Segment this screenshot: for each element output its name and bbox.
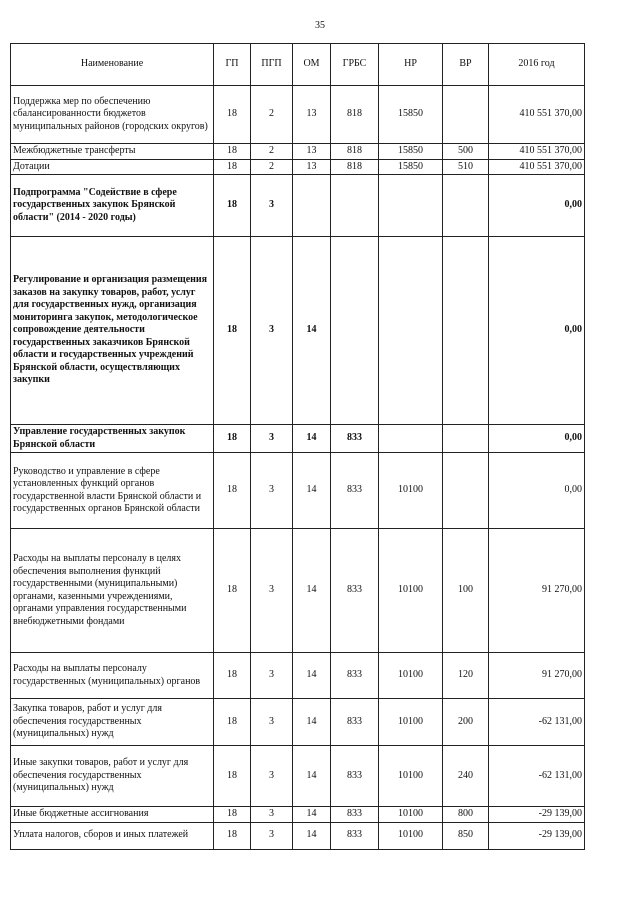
cell-name: Управление государственных закупок Брянской области: [11, 425, 214, 453]
cell-name: Поддержка мер по обеспечению сбалансированности бюджетов муниципальных районов (городских округов): [11, 86, 214, 144]
cell-vr: 800: [443, 807, 489, 823]
cell-amount: -62 131,00: [489, 699, 585, 746]
cell-name: Расходы на выплаты персоналу в целях обеспечения выполнения функций государственными (муниципальными) органами, казенными учреждениями, органами управления государственными внебюджетными фондами: [11, 529, 214, 653]
cell-gp: 18: [214, 699, 251, 746]
cell-amount: 0,00: [489, 237, 585, 425]
cell-nr: 10100: [379, 822, 443, 849]
cell-grbs: 833: [331, 653, 379, 699]
table-row: [11, 425, 585, 453]
cell-vr: 200: [443, 699, 489, 746]
cell-om: 14: [293, 425, 331, 453]
header-pgp: ПГП: [251, 44, 293, 86]
cell-name: Уплата налогов, сборов и иных платежей: [11, 822, 214, 849]
cell-pgp: 2: [251, 86, 293, 144]
cell-gp: 18: [214, 653, 251, 699]
cell-om: 13: [293, 144, 331, 160]
cell-gp: 18: [214, 425, 251, 453]
cell-amount: 0,00: [489, 175, 585, 237]
cell-name: Межбюджетные трансферты: [11, 144, 214, 160]
header-grbs: ГРБС: [331, 44, 379, 86]
cell-om: 14: [293, 237, 331, 425]
header-gp: ГП: [214, 44, 251, 86]
cell-name: Иные закупки товаров, работ и услуг для обеспечения государственных (муниципальных) нужд: [11, 746, 214, 807]
cell-amount: 91 270,00: [489, 529, 585, 653]
table-row: [11, 159, 585, 175]
table-row: [11, 175, 585, 237]
table-row: [11, 746, 585, 807]
cell-om: [293, 175, 331, 237]
cell-nr: [379, 237, 443, 425]
cell-om: 14: [293, 653, 331, 699]
budget-table: [10, 43, 585, 850]
cell-gp: 18: [214, 453, 251, 529]
table-row: [11, 699, 585, 746]
cell-vr: [443, 237, 489, 425]
cell-name: Регулирование и организация размещения заказов на закупку товаров, работ, услуг для государственных нужд, организация мониторинга закупок, методологическое сопровождение деятельности государственных заказчиков Брянской области и государственных учреждений Брянской области, осуществляющих закупки: [11, 237, 214, 425]
cell-pgp: 3: [251, 822, 293, 849]
table-row: [11, 453, 585, 529]
cell-pgp: 3: [251, 746, 293, 807]
cell-gp: 18: [214, 807, 251, 823]
cell-om: 14: [293, 453, 331, 529]
cell-vr: 120: [443, 653, 489, 699]
cell-vr: 510: [443, 159, 489, 175]
cell-nr: 10100: [379, 699, 443, 746]
table-body: [11, 86, 585, 850]
header-name: Наименование: [11, 44, 214, 86]
cell-grbs: 833: [331, 425, 379, 453]
cell-amount: 410 551 370,00: [489, 159, 585, 175]
cell-name: Руководство и управление в сфере установленных функций органов государственной власти Брянской области и государственных органов Брянской области: [11, 453, 214, 529]
cell-grbs: 833: [331, 529, 379, 653]
header-year: 2016 год: [489, 44, 585, 86]
cell-nr: 10100: [379, 807, 443, 823]
cell-name: Подпрограмма "Содействие в сфере государственных закупок Брянской области" (2014 - 2020 годы): [11, 175, 214, 237]
cell-grbs: 833: [331, 699, 379, 746]
cell-grbs: 818: [331, 159, 379, 175]
cell-gp: 18: [214, 746, 251, 807]
cell-amount: -29 139,00: [489, 807, 585, 823]
cell-grbs: [331, 175, 379, 237]
cell-name: Закупка товаров, работ и услуг для обеспечения государственных (муниципальных) нужд: [11, 699, 214, 746]
cell-nr: 10100: [379, 529, 443, 653]
cell-om: 14: [293, 699, 331, 746]
cell-vr: [443, 425, 489, 453]
cell-name: Дотации: [11, 159, 214, 175]
cell-om: 13: [293, 159, 331, 175]
table-row: [11, 822, 585, 849]
cell-om: 13: [293, 86, 331, 144]
cell-vr: [443, 453, 489, 529]
cell-pgp: 2: [251, 144, 293, 160]
cell-nr: 10100: [379, 653, 443, 699]
cell-nr: 10100: [379, 453, 443, 529]
cell-amount: 410 551 370,00: [489, 144, 585, 160]
header-nr: НР: [379, 44, 443, 86]
cell-nr: 15850: [379, 86, 443, 144]
cell-pgp: 3: [251, 807, 293, 823]
table-row: [11, 529, 585, 653]
cell-om: 14: [293, 529, 331, 653]
cell-nr: [379, 425, 443, 453]
table-header-row: [11, 44, 585, 86]
page-number: 35: [315, 20, 325, 31]
cell-nr: 10100: [379, 746, 443, 807]
cell-gp: 18: [214, 237, 251, 425]
cell-vr: 240: [443, 746, 489, 807]
cell-vr: [443, 86, 489, 144]
cell-grbs: 833: [331, 807, 379, 823]
cell-pgp: 3: [251, 529, 293, 653]
cell-gp: 18: [214, 529, 251, 653]
cell-om: 14: [293, 746, 331, 807]
cell-nr: 15850: [379, 159, 443, 175]
table-row: [11, 237, 585, 425]
cell-vr: 100: [443, 529, 489, 653]
table-row: [11, 807, 585, 823]
cell-gp: 18: [214, 144, 251, 160]
cell-pgp: 3: [251, 425, 293, 453]
cell-amount: 0,00: [489, 453, 585, 529]
cell-amount: 0,00: [489, 425, 585, 453]
table-row: [11, 86, 585, 144]
cell-amount: -62 131,00: [489, 746, 585, 807]
cell-grbs: [331, 237, 379, 425]
table-row: [11, 144, 585, 160]
cell-pgp: 3: [251, 653, 293, 699]
cell-om: 14: [293, 822, 331, 849]
cell-name: Иные бюджетные ассигнования: [11, 807, 214, 823]
cell-nr: 15850: [379, 144, 443, 160]
cell-nr: [379, 175, 443, 237]
header-vr: ВР: [443, 44, 489, 86]
header-om: ОМ: [293, 44, 331, 86]
cell-vr: [443, 175, 489, 237]
cell-gp: 18: [214, 159, 251, 175]
cell-name: Расходы на выплаты персоналу государственных (муниципальных) органов: [11, 653, 214, 699]
cell-pgp: 3: [251, 699, 293, 746]
cell-gp: 18: [214, 86, 251, 144]
cell-grbs: 818: [331, 144, 379, 160]
cell-pgp: 3: [251, 453, 293, 529]
cell-amount: -29 139,00: [489, 822, 585, 849]
cell-om: 14: [293, 807, 331, 823]
table-row: [11, 653, 585, 699]
cell-amount: 91 270,00: [489, 653, 585, 699]
cell-pgp: 3: [251, 175, 293, 237]
cell-grbs: 833: [331, 822, 379, 849]
cell-vr: 850: [443, 822, 489, 849]
cell-pgp: 3: [251, 237, 293, 425]
cell-amount: 410 551 370,00: [489, 86, 585, 144]
cell-grbs: 833: [331, 746, 379, 807]
cell-gp: 18: [214, 822, 251, 849]
cell-gp: 18: [214, 175, 251, 237]
cell-vr: 500: [443, 144, 489, 160]
cell-pgp: 2: [251, 159, 293, 175]
cell-grbs: 818: [331, 86, 379, 144]
cell-grbs: 833: [331, 453, 379, 529]
